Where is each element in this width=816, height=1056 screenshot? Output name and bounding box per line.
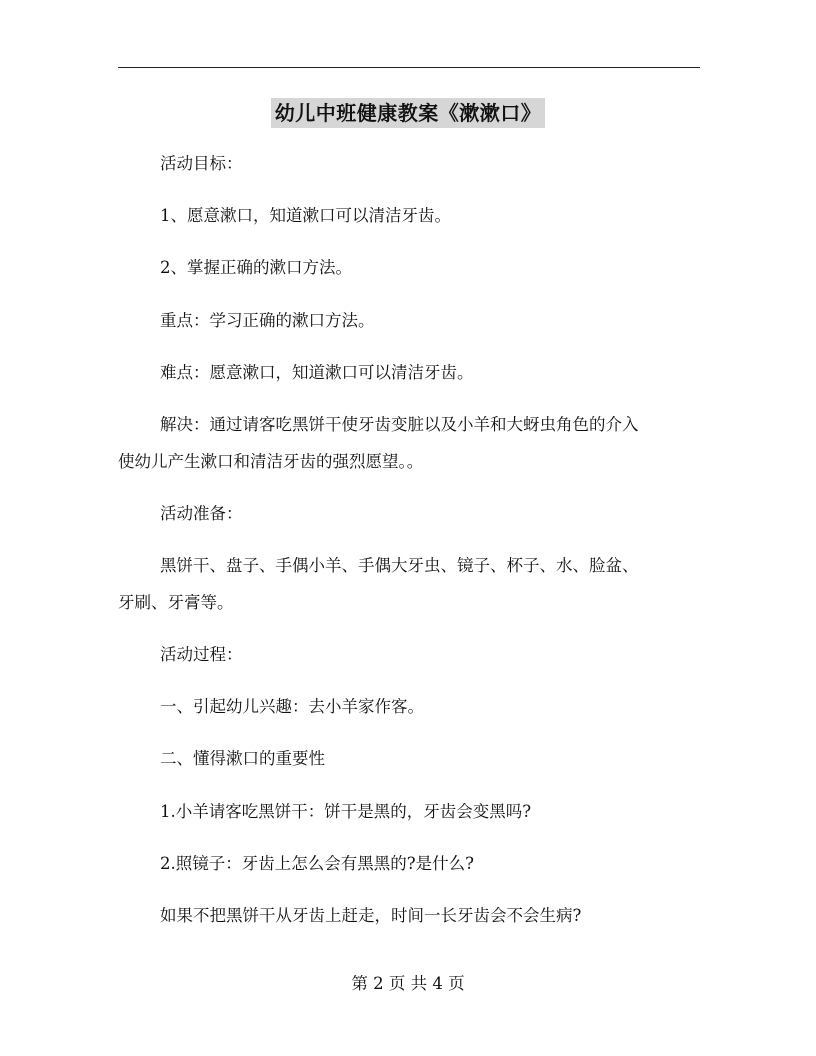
paragraph-preparation-heading: 活动准备： [160,504,243,523]
paragraph-materials-line-1: 黑饼干、盘子、手偶小羊、手偶大牙虫、镜子、杯子、水、脸盆、 [160,556,639,575]
paragraph-key-point: 重点：学习正确的漱口方法。 [160,311,375,330]
paragraph-process-heading: 活动过程： [160,645,243,664]
paragraph-step-1: 一、引起幼儿兴趣：去小羊家作客。 [160,697,424,716]
paragraph-solution-line-2: 使幼儿产生漱口和清洁牙齿的强烈愿望。。 [118,452,424,471]
paragraph-step-2-1: 1.小羊请客吃黑饼干：饼干是黑的，牙齿会变黑吗? [160,802,532,821]
document-title: 幼儿中班健康教案《漱漱口》 [271,98,546,128]
paragraph-goal-1: 1、愿意漱口，知道漱口可以清洁牙齿。 [160,206,451,225]
paragraph-solution-line-1: 解决：通过请客吃黑饼干使牙齿变脏以及小羊和大蚜虫角色的介入 [160,415,639,434]
document-title-wrap [0,97,816,126]
paragraph-step-2-question: 如果不把黑饼干从牙齿上赶走，时间一长牙齿会不会生病? [160,906,582,925]
paragraph-step-2: 二、懂得漱口的重要性 [160,749,325,768]
page-footer: 第 2 页 共 4 页 [351,974,465,993]
header-rule [118,67,700,68]
paragraph-goal-2: 2、掌握正确的漱口方法。 [160,258,352,277]
paragraph-goals-heading: 活动目标： [160,154,243,173]
paragraph-materials-line-2: 牙刷、牙膏等。 [118,593,234,612]
paragraph-step-2-2: 2.照镜子：牙齿上怎么会有黑黑的?是什么? [160,854,474,873]
paragraph-difficulty: 难点：愿意漱口，知道漱口可以清洁牙齿。 [160,363,474,382]
